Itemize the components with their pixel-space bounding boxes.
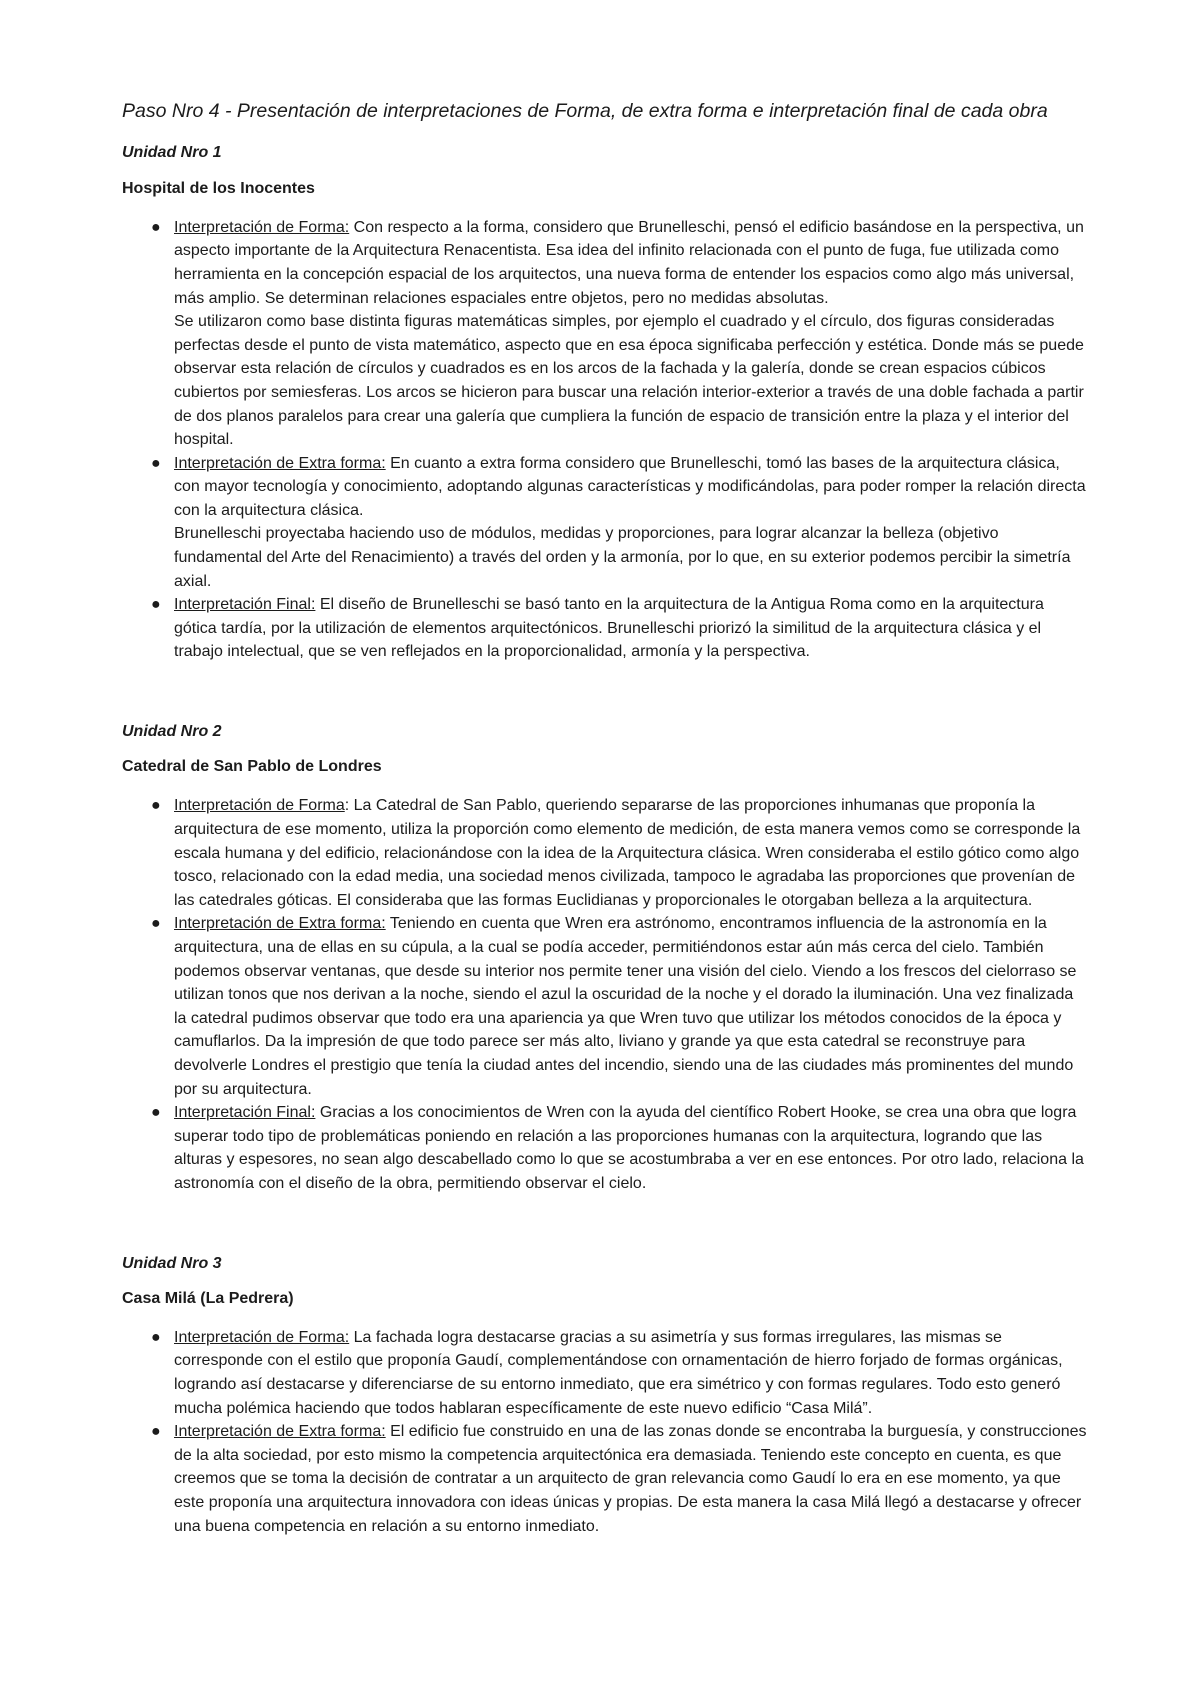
list-item [151, 1326, 1090, 1420]
item-text: El diseño de Brunelleschi se basó tanto en la arquitectura de la Antigua Roma como en la arquitectura gótica tardía, por la utilización de elementos arquitectónicos. Brunelleschi priorizó la similitud de la arquitectura clásica y el trabajo intelectual, que se ven reflejados en la proporcionalidad, armonía y la perspectiva. [174, 596, 1044, 661]
unit-heading: Unidad Nro 2 [122, 723, 222, 741]
list-item [151, 452, 1090, 594]
item-text: Con respecto a la forma, considero que Brunelleschi, pensó el edificio basándose en la perspectiva, un aspecto importante de la Arquitectura Renacentista. Esa idea del infinito relacionada con el punto de fuga, fue utilizada como herramienta en la concepción espacial de los arquitectos, una nueva forma de entender los espacios como algo más universal, más amplio. Se determinan relaciones espaciales entre objetos, pero no medidas absolutas. [174, 218, 1084, 307]
item-text: La fachada logra destacarse gracias a su asimetría y sus formas irregulares, las mismas se corresponde con el estilo que proponía Gaudí, complementándose con ornamentación de hierro forjado de formas orgánicas, logrando así destacarse y diferenciarse de su entorno inmediato, que era simétrico y con formas regulares. Todo esto generó mucha polémica haciendo que todos hablaran específicamente de este nuevo edificio “Casa Milá”. [174, 1328, 1063, 1417]
item-text: Teniendo en cuenta que Wren era astrónomo, encontramos influencia de la astronomía en la arquitectura, una de ellas en su cúpula, a la cual se podía acceder, permitiéndonos estar aún más cerca del cielo. También podemos observar ventanas, que desde su interior nos permite tener una visión del cielo. Viendo a los frescos del cielorraso se utilizan tonos que nos derivan a la noche, siendo el azul la oscuridad de la noche y el dorado la iluminación. Una vez finalizada la catedral pudimos observar que todo era una apariencia ya que Wren tuvo que utilizar los métodos conocidos de la época y camuflarlos. Da la impresión de que todo parece ser más alto, liviano y grande ya que esta catedral se reconstruye para devolverle Londres el prestigio que tenía la ciudad antes del incendio, siendo una de las ciudades más prominentes del mundo por su arquitectura. [174, 915, 1077, 1098]
list-item [151, 794, 1090, 912]
work-title: Catedral de San Pablo de Londres [122, 758, 382, 776]
item-label: Interpretación de Forma: [174, 1328, 350, 1346]
item-text: En cuanto a extra forma considero que Brunelleschi, tomó las bases de la arquitectura clásica, con mayor tecnología y conocimiento, adoptando algunas características y modificándolas, para poder romper la relación directa con la arquitectura clásica. [174, 454, 1086, 519]
bullet-icon: ● [151, 596, 161, 614]
bullet-icon: ● [151, 797, 161, 815]
item-text: : La Catedral de San Pablo, queriendo separarse de las proporciones inhumanas que proponía la arquitectura de ese momento, utiliza la proporción como elemento de medición, de esta manera vemos como se corresponde la escala humana y del edificio, relacionándose con la idea de la Arquitectura clásica. Wren consideraba el estilo gótico como algo tosco, relacionado con la edad media, una sociedad menos civilizada, tampoco le agradaba las proporciones que provenían de las catedrales góticas. El consideraba que las formas Euclidianas y proporcionales le otorgaban belleza a la arquitectura. [174, 797, 1081, 909]
work-title: Hospital de los Inocentes [122, 179, 315, 197]
list-item [151, 1420, 1090, 1538]
item-label: Interpretación de Forma [174, 797, 345, 815]
item-text: Se utilizaron como base distinta figuras matemáticas simples, por ejemplo el cuadrado y el círculo, dos figuras consideradas perfectas desde el punto de vista matemático, aspecto que en esa época significaba perfección y estética. Donde más se puede observar esta relación de círculos y cuadrados es en los arcos de la fachada y la galería, donde se crean espacios cúbicos cubiertos por semiesferas. Los arcos se hicieron para buscar una relación interior-exterior a través de una doble fachada a partir de dos planos paralelos para crear una galería que cumpliera la función de espacio de transición entre la plaza y el interior del hospital. [174, 313, 1084, 449]
item-text: El edificio fue construido en una de las zonas donde se encontraba la burguesía, y construcciones de la alta sociedad, por esto mismo la competencia arquitectónica era demasiada. Teniendo este concepto en cuenta, es que creemos que se toma la decisión de contratar a un arquitecto de gran relevancia como Gaudí lo era en ese momento, ya que este proponía una arquitectura innovadora con ideas únicas y propias. De esta manera la casa Milá llegó a destacarse y ofrecer una buena competencia en relación a su entorno inmediato. [174, 1423, 1087, 1535]
unit-section-1 [122, 143, 1090, 664]
list-item [151, 1101, 1090, 1195]
unit-heading: Unidad Nro 3 [122, 1254, 222, 1272]
item-label: Interpretación de Extra forma: [174, 915, 386, 933]
bullet-icon: ● [151, 1104, 161, 1122]
unit-heading: Unidad Nro 1 [122, 144, 222, 162]
bullet-icon: ● [151, 1423, 161, 1441]
bullet-icon: ● [151, 915, 161, 933]
interpretation-list [122, 216, 1090, 664]
item-label: Interpretación Final: [174, 596, 316, 614]
item-label: Interpretación de Extra forma: [174, 1423, 386, 1441]
item-text: Brunelleschi proyectaba haciendo uso de módulos, medidas y proporciones, para lograr alcanzar la belleza (objetivo fundamental del Arte del Renacimiento) a través del orden y la armonía, por lo que, en su exterior podemos percibir la simetría axial. [174, 525, 1071, 590]
unit-section-2 [122, 722, 1090, 1195]
item-text: Gracias a los conocimientos de Wren con la ayuda del científico Robert Hooke, se crea una obra que logra superar todo tipo de problemáticas poniendo en relación a las proporciones humanas con la arquitectura, logrando que las alturas y espesores, no sean algo descabellado como lo que se acostumbraba a ver en ese entonces. Por otro lado, relaciona la astronomía con el diseño de la obra, permitiendo observar el cielo. [174, 1104, 1084, 1192]
list-item [151, 593, 1090, 664]
list-item [151, 216, 1090, 452]
unit-section-3 [122, 1254, 1090, 1539]
bullet-icon: ● [151, 1328, 161, 1346]
item-label: Interpretación Final: [174, 1104, 316, 1122]
item-label: Interpretación de Forma: [174, 218, 350, 236]
interpretation-list [122, 1326, 1090, 1538]
bullet-icon: ● [151, 454, 161, 472]
list-item [151, 912, 1090, 1101]
document-title: Paso Nro 4 - Presentación de interpretaciones de Forma, de extra forma e interpretación final de cada obra [122, 100, 1048, 122]
work-title: Casa Milá (La Pedrera) [122, 1289, 294, 1307]
bullet-icon: ● [151, 218, 161, 236]
interpretation-list [122, 794, 1090, 1195]
item-label: Interpretación de Extra forma: [174, 454, 386, 472]
